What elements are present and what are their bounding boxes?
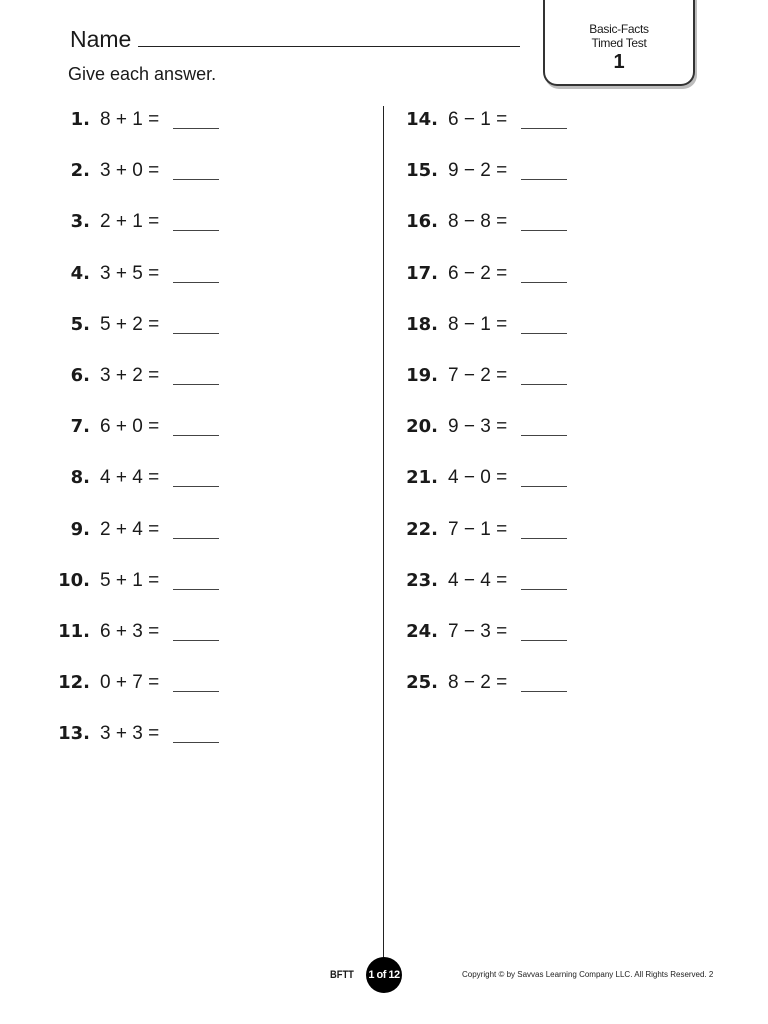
answer-blank[interactable] xyxy=(521,538,567,539)
problem-number: 24. xyxy=(406,621,438,642)
problem-expression: 7 − 3 = xyxy=(448,621,508,642)
problem-number: 7. xyxy=(70,416,90,438)
problem-number: 25. xyxy=(406,672,438,694)
problem-expression: 6 + 3 = xyxy=(100,621,160,642)
test-tab xyxy=(543,0,695,86)
problem-item xyxy=(52,261,232,287)
problem-expression: 3 + 3 = xyxy=(100,723,160,745)
problem-item xyxy=(400,670,580,696)
problem-expression: 5 + 1 = xyxy=(100,569,160,591)
answer-blank[interactable] xyxy=(173,435,219,436)
problem-number: 17. xyxy=(406,262,438,284)
problem-number: 16. xyxy=(406,211,438,233)
problem-expression: 9 − 3 = xyxy=(448,416,508,438)
answer-blank[interactable] xyxy=(521,486,567,487)
problem-item xyxy=(400,158,580,184)
problem-number: 6. xyxy=(70,365,90,386)
answer-blank[interactable] xyxy=(521,384,567,385)
problem-expression: 6 + 0 = xyxy=(100,416,160,438)
problem-item xyxy=(52,721,232,747)
answer-blank[interactable] xyxy=(521,640,567,641)
problem-expression: 4 − 0 = xyxy=(448,467,508,489)
problem-expression: 4 − 4 = xyxy=(448,569,508,591)
answer-blank[interactable] xyxy=(521,179,567,180)
answer-blank[interactable] xyxy=(173,538,219,539)
problem-expression: 2 + 1 = xyxy=(100,211,160,233)
problem-item xyxy=(400,312,580,338)
problem-number: 12. xyxy=(58,672,90,694)
problem-number: 13. xyxy=(58,723,90,745)
problem-expression: 8 − 1 = xyxy=(448,313,508,335)
page-badge: 1 of 12 xyxy=(366,957,402,993)
problem-item xyxy=(52,414,232,440)
column-divider xyxy=(383,106,384,964)
tab-test-number: 1 xyxy=(613,51,625,73)
problem-number: 4. xyxy=(70,262,90,284)
name-label: Name xyxy=(70,26,132,52)
answer-blank[interactable] xyxy=(521,589,567,590)
problem-expression: 3 + 5 = xyxy=(100,262,160,284)
problem-expression: 6 − 2 = xyxy=(448,262,508,284)
answer-blank[interactable] xyxy=(521,128,567,129)
answer-blank[interactable] xyxy=(173,640,219,641)
answer-blank[interactable] xyxy=(173,742,219,743)
problem-item xyxy=(52,568,232,594)
problem-expression: 7 − 2 = xyxy=(448,365,508,386)
problem-number: 10. xyxy=(58,569,90,591)
problem-number: 22. xyxy=(406,518,438,540)
problem-item xyxy=(400,363,580,389)
problem-number: 18. xyxy=(406,313,438,335)
answer-blank[interactable] xyxy=(521,691,567,692)
problem-expression: 5 + 2 = xyxy=(100,313,160,335)
problem-item xyxy=(52,619,232,645)
problem-number: 1. xyxy=(70,109,90,130)
problem-expression: 8 − 8 = xyxy=(448,211,508,233)
answer-blank[interactable] xyxy=(521,282,567,283)
problem-number: 2. xyxy=(70,160,90,182)
problem-number: 21. xyxy=(406,467,438,489)
problem-expression: 3 + 2 = xyxy=(100,365,160,386)
problem-number: 14. xyxy=(406,109,438,130)
footer-code: BFTT xyxy=(330,969,354,981)
problem-number: 23. xyxy=(406,569,438,591)
problem-item xyxy=(52,312,232,338)
problem-item xyxy=(52,158,232,184)
answer-blank[interactable] xyxy=(173,128,219,129)
answer-blank[interactable] xyxy=(173,384,219,385)
answer-blank[interactable] xyxy=(173,691,219,692)
problem-item xyxy=(52,517,232,543)
problem-expression: 9 − 2 = xyxy=(448,160,508,182)
problem-number: 9. xyxy=(70,518,90,540)
problem-number: 3. xyxy=(70,211,90,233)
answer-blank[interactable] xyxy=(173,179,219,180)
problem-expression: 6 − 1 = xyxy=(448,109,508,130)
problem-item xyxy=(400,261,580,287)
problem-number: 19. xyxy=(406,365,438,386)
problem-expression: 4 + 4 = xyxy=(100,467,160,489)
tab-title-line1: Basic-Facts xyxy=(589,22,649,36)
answer-blank[interactable] xyxy=(173,589,219,590)
instructions: Give each answer. xyxy=(68,64,217,84)
problem-item xyxy=(52,107,232,133)
problem-item xyxy=(400,517,580,543)
problem-item xyxy=(400,209,580,235)
problem-item xyxy=(400,107,580,133)
name-field[interactable] xyxy=(138,46,520,47)
problem-expression: 2 + 4 = xyxy=(100,518,160,540)
problem-item xyxy=(52,363,232,389)
copyright: Copyright © by Savvas Learning Company LLC. All Rights Reserved. 2 xyxy=(462,970,714,979)
answer-blank[interactable] xyxy=(173,486,219,487)
answer-blank[interactable] xyxy=(173,333,219,334)
answer-blank[interactable] xyxy=(521,435,567,436)
problem-item xyxy=(400,414,580,440)
problem-number: 5. xyxy=(70,313,90,335)
problem-expression: 8 + 1 = xyxy=(100,109,160,130)
problem-item xyxy=(52,465,232,491)
problem-expression: 8 − 2 = xyxy=(448,672,508,694)
problem-expression: 3 + 0 = xyxy=(100,160,160,182)
problem-number: 11. xyxy=(58,621,90,642)
problem-item xyxy=(52,209,232,235)
problem-number: 15. xyxy=(406,160,438,182)
problem-number: 8. xyxy=(70,467,90,489)
answer-blank[interactable] xyxy=(521,333,567,334)
answer-blank[interactable] xyxy=(521,230,567,231)
problem-expression: 0 + 7 = xyxy=(100,672,160,694)
problem-item xyxy=(52,670,232,696)
problem-number: 20. xyxy=(406,416,438,438)
problem-item xyxy=(400,568,580,594)
answer-blank[interactable] xyxy=(173,282,219,283)
answer-blank[interactable] xyxy=(173,230,219,231)
problem-item xyxy=(400,619,580,645)
tab-title-line2: Timed Test xyxy=(591,36,647,50)
problem-item xyxy=(400,465,580,491)
problem-expression: 7 − 1 = xyxy=(448,518,508,540)
